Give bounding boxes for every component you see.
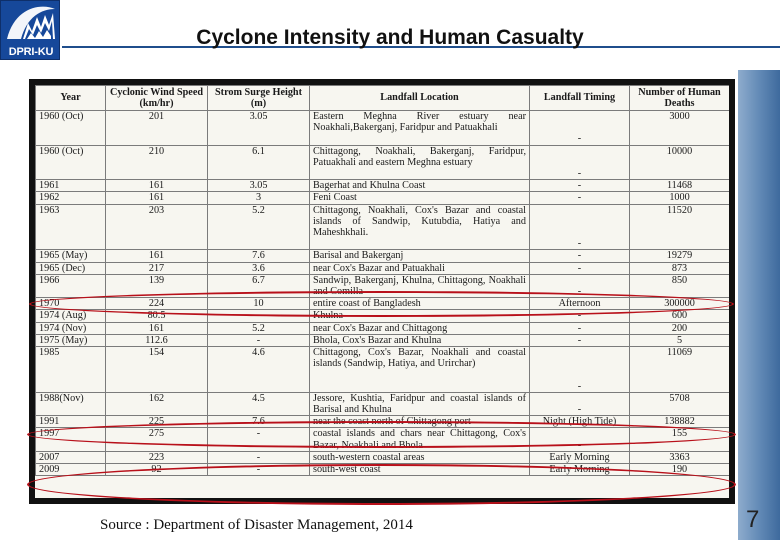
table-cell: -	[530, 262, 630, 274]
table-cell: -	[208, 310, 310, 322]
table-cell: 1960 (Oct)	[36, 111, 106, 146]
table-cell: -	[530, 347, 630, 393]
table-cell: 217	[106, 262, 208, 274]
table-cell: 3	[208, 192, 310, 204]
table-cell: 200	[630, 322, 730, 334]
table-cell: Sandwip, Bakerganj, Khulna, Chittagong, Noakhali and Comilla	[310, 274, 530, 297]
table-cell: near Cox's Bazar and Patuakhali	[310, 262, 530, 274]
table-cell: coastal islands and chars near Chittagong, Cox's Bazar, Noakhali and Bhola	[310, 428, 530, 451]
table-cell: 161	[106, 250, 208, 262]
table-cell: Eastern Meghna River estuary near Noakhali,Bakerganj, Faridpur and Patuakhali	[310, 111, 530, 146]
table-cell: 154	[106, 347, 208, 393]
table-cell: 223	[106, 451, 208, 463]
table-cell: 139	[106, 274, 208, 297]
table-cell: -	[208, 464, 310, 476]
table-cell: 1965 (May)	[36, 250, 106, 262]
column-header: Number of Human Deaths	[630, 86, 730, 111]
table-cell: 3000	[630, 111, 730, 146]
table-cell: 1974 (Nov)	[36, 322, 106, 334]
table-cell: 210	[106, 145, 208, 180]
table-row	[36, 310, 730, 322]
table-cell: 161	[106, 322, 208, 334]
table-cell: 1974 (Aug)	[36, 310, 106, 322]
page-number: 7	[746, 506, 760, 533]
table-cell: 850	[630, 274, 730, 297]
table-cell: 1966	[36, 274, 106, 297]
table-cell: -	[530, 192, 630, 204]
table-cell: 3.6	[208, 262, 310, 274]
column-header: Strom Surge Height (m)	[208, 86, 310, 111]
table-cell: entire coast of Bangladesh	[310, 298, 530, 310]
table-row	[36, 451, 730, 463]
table-cell: 161	[106, 180, 208, 192]
table-cell: Khulna	[310, 310, 530, 322]
table-cell: -	[208, 451, 310, 463]
table-cell: -	[530, 322, 630, 334]
table-cell: Early Morning	[530, 464, 630, 476]
table-cell: -	[530, 274, 630, 297]
table-cell: 138882	[630, 416, 730, 428]
table-cell: 7.6	[208, 416, 310, 428]
table-cell: near the coast north of Chittagong port	[310, 416, 530, 428]
table-cell: 1960 (Oct)	[36, 145, 106, 180]
table-cell: Barisal and Bakerganj	[310, 250, 530, 262]
table-cell: 3363	[630, 451, 730, 463]
table-cell: 11069	[630, 347, 730, 393]
table-cell: Chittagong, Noakhali, Bakerganj, Faridpur, Patuakhali and eastern Meghna estuary	[310, 145, 530, 180]
logo-text: DPRI-KU	[8, 46, 54, 58]
table-row	[36, 192, 730, 204]
table-cell: -	[530, 392, 630, 415]
table-cell: 1961	[36, 180, 106, 192]
table-row	[36, 250, 730, 262]
table-cell: Night (High Tide)	[530, 416, 630, 428]
table-cell: 873	[630, 262, 730, 274]
table-cell: 162	[106, 392, 208, 415]
table-cell: 11468	[630, 180, 730, 192]
table-cell: 2009	[36, 464, 106, 476]
column-header: Landfall Timing	[530, 86, 630, 111]
slide-title: Cyclone Intensity and Human Casualty	[196, 26, 584, 49]
column-header: Year	[36, 86, 106, 111]
table-cell: -	[530, 111, 630, 146]
table-header-row	[36, 86, 730, 111]
table-cell: 1997	[36, 428, 106, 451]
table-cell: -	[208, 334, 310, 346]
table-cell: -	[530, 334, 630, 346]
table-cell: south-west coast	[310, 464, 530, 476]
table-cell: 1970	[36, 298, 106, 310]
table-cell: 224	[106, 298, 208, 310]
table-cell: -	[530, 310, 630, 322]
table-cell: 1963	[36, 204, 106, 250]
table-row	[36, 274, 730, 297]
table-cell: 1985	[36, 347, 106, 393]
table-cell: 6.7	[208, 274, 310, 297]
table-cell: 5.2	[208, 204, 310, 250]
table-row	[36, 180, 730, 192]
table-cell: 7.6	[208, 250, 310, 262]
table-cell: 300000	[630, 298, 730, 310]
table-row	[36, 334, 730, 346]
table-cell: 1975 (May)	[36, 334, 106, 346]
table-cell: 112.6	[106, 334, 208, 346]
table-row	[36, 347, 730, 393]
table-container	[35, 85, 729, 498]
table-row	[36, 204, 730, 250]
table-cell: near Cox's Bazar and Chittagong	[310, 322, 530, 334]
column-header: Cyclonic Wind Speed (km/hr)	[106, 86, 208, 111]
table-cell: 11520	[630, 204, 730, 250]
table-cell: Chittagong, Cox's Bazar, Noakhali and coastal islands (Sandwip, Hatiya, and Urirchar)	[310, 347, 530, 393]
table-cell: 6.1	[208, 145, 310, 180]
table-row	[36, 322, 730, 334]
table-cell: Afternoon	[530, 298, 630, 310]
dpri-ku-logo	[0, 0, 60, 60]
table-cell: Feni Coast	[310, 192, 530, 204]
table-cell: -	[208, 428, 310, 451]
table-cell: 5708	[630, 392, 730, 415]
storm-emblem-icon	[1, 1, 61, 45]
table-cell: Jessore, Kushtia, Faridpur and coastal islands of Barisal and Khulna	[310, 392, 530, 415]
table-cell: 1965 (Dec)	[36, 262, 106, 274]
source-citation: Source : Department of Disaster Management, 2014	[100, 517, 413, 533]
table-cell: 1962	[36, 192, 106, 204]
table-cell: 1000	[630, 192, 730, 204]
table-cell: 203	[106, 204, 208, 250]
table-cell: 3.05	[208, 180, 310, 192]
cyclone-table	[35, 85, 729, 476]
table-row	[36, 392, 730, 415]
table-cell: 1991	[36, 416, 106, 428]
table-cell: 190	[630, 464, 730, 476]
table-cell: 201	[106, 111, 208, 146]
table-cell: Bhola, Cox's Bazar and Khulna	[310, 334, 530, 346]
decorative-side-band	[738, 70, 780, 540]
table-row	[36, 428, 730, 451]
table-row	[36, 145, 730, 180]
table-cell: 10	[208, 298, 310, 310]
table-cell: -	[530, 180, 630, 192]
table-cell: 5.2	[208, 322, 310, 334]
table-cell: 3.05	[208, 111, 310, 146]
table-cell: Chittagong, Noakhali, Cox's Bazar and coastal islands of Sandwip, Kutubdia, Hatiya and Maheshkhali.	[310, 204, 530, 250]
table-cell: south-western coastal areas	[310, 451, 530, 463]
table-cell: -	[530, 204, 630, 250]
table-cell: Bagerhat and Khulna Coast	[310, 180, 530, 192]
table-cell: Early Morning	[530, 451, 630, 463]
table-cell: 10000	[630, 145, 730, 180]
table-image-frame	[29, 79, 735, 504]
table-row	[36, 262, 730, 274]
column-header: Landfall Location	[310, 86, 530, 111]
table-cell: 4.6	[208, 347, 310, 393]
table-cell: 19279	[630, 250, 730, 262]
table-cell: -	[530, 250, 630, 262]
table-row	[36, 416, 730, 428]
table-cell: 155	[630, 428, 730, 451]
table-cell: 92	[106, 464, 208, 476]
table-cell: 80.5	[106, 310, 208, 322]
table-cell: 225	[106, 416, 208, 428]
table-cell: 161	[106, 192, 208, 204]
table-cell: 275	[106, 428, 208, 451]
table-cell: -	[530, 145, 630, 180]
table-cell: 5	[630, 334, 730, 346]
table-row	[36, 464, 730, 476]
table-row	[36, 111, 730, 146]
table-row	[36, 298, 730, 310]
table-cell: 2007	[36, 451, 106, 463]
table-cell: 600	[630, 310, 730, 322]
table-cell: 1988(Nov)	[36, 392, 106, 415]
table-cell: 4.5	[208, 392, 310, 415]
table-cell: -	[530, 428, 630, 451]
